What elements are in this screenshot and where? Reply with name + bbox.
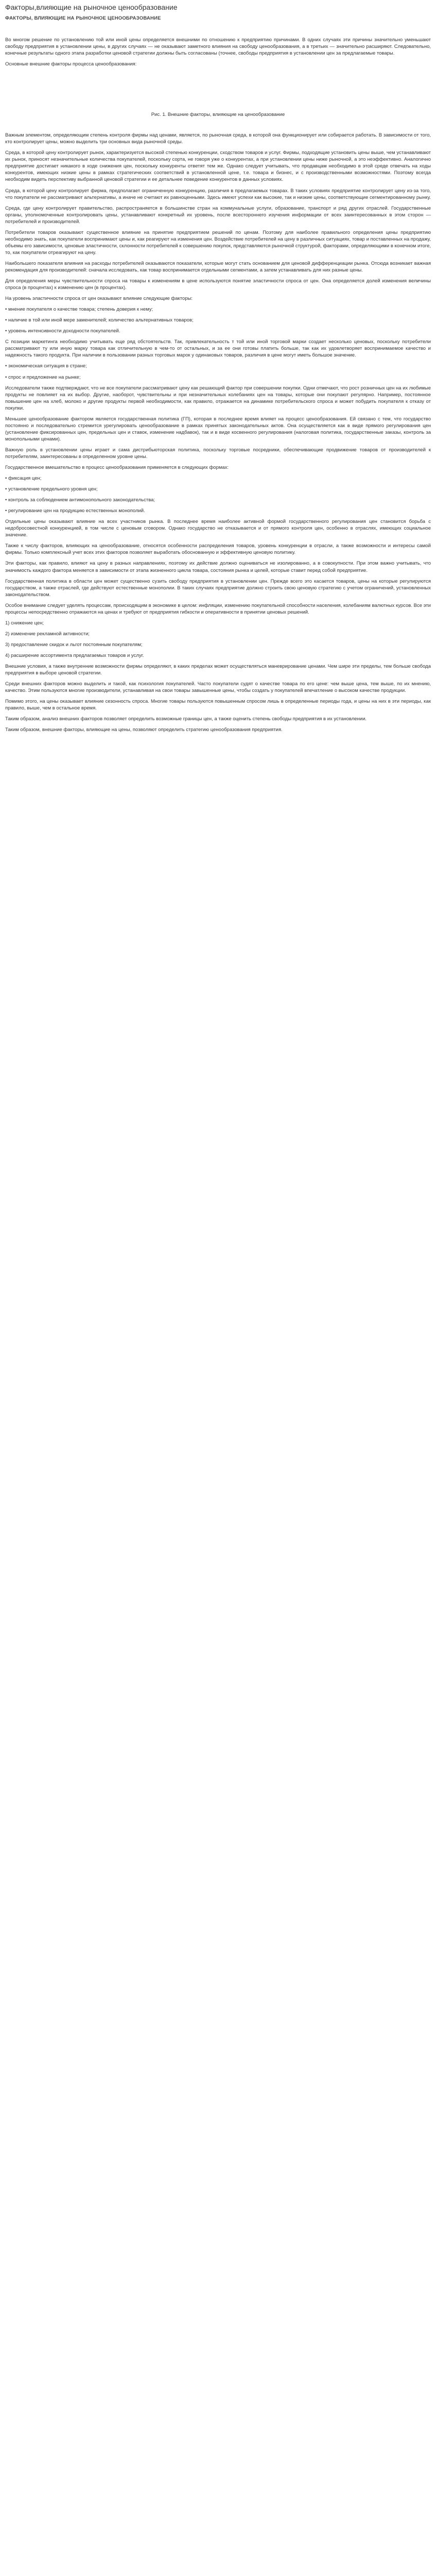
paragraph: Государственная политика в области цен может существенно сузить свободу предприятия в установлении цен. Прежде всего это касается товаров, цены на которые регулируются государством, а также отраслей, где действуют естественные монополии. В таких случаях предприятие должно строить свою ценовую стратегию с учетом ограничений, установленных законодательством.: [5, 578, 431, 598]
paragraph: Помимо этого, на цены оказывает влияние сезонность спроса. Многие товары пользуются повышенным спросом лишь в определенные периоды года, и цены на них в эти периоды, как правило, выше, чем в остальное время.: [5, 699, 431, 711]
list-item: 1) снижение цен;: [5, 620, 44, 626]
list-item: • уровень интенсивности доходности покупателей.: [5, 328, 120, 334]
paragraph: • фиксация цен;: [5, 476, 42, 482]
paragraph: • спрос и предложение на рынке;: [5, 374, 81, 380]
numbered-list: [5, 620, 431, 659]
list-item: 2) изменение рекламной активности;: [5, 631, 90, 637]
paragraph: Во многом решение по установлению той или иной цены определяется внешними по отношению к предприятию причинами. В одних случаях эти причины значительно уменьшают свободу предприятия в установлении цены, в других случаях — не оказывают заметного влияния на свободу ценообразования, а в третьих — значительно расширяют. Следовательно, конечные результаты одного этапа разработки ценовой стратегии должны быть согласованы (точнее, свободы предприятия в установлении цен за предлагаемые товары.: [5, 37, 431, 57]
paragraph: • контроль за соблюдением антимонопольного законодательства;: [5, 497, 155, 503]
list-item: • мнение покупателя о качестве товара; степень доверия к нему;: [5, 307, 153, 313]
paragraph: • установление предельного уровня цен;: [5, 486, 98, 493]
paragraph: Таким образом, анализ внешних факторов позволяет определить возможные границы цен, а также оценить степень свободы предприятия в их установлении.: [5, 716, 367, 722]
figure-placeholder: [5, 72, 431, 112]
paragraph: Для определения меры чувствительности спроса на товары к изменениям в цене используются понятие эластичности спроса от цен. Она определяется долей изменения величины спроса (в процентах) к изменению цен (в процентах).: [5, 278, 431, 291]
list-item: 3) предоставление скидок и льгот постоянным покупателям;: [5, 641, 143, 648]
paragraph: Основные внешние факторы процесса ценообразования:: [5, 61, 137, 67]
list-item: 4) расширение ассортимента предлагаемых товаров и услуг.: [5, 652, 144, 658]
paragraph: Важным элементом, определяющим степень контроля фирмы над ценами, является, по рыночная среда, в которой она функционирует или собирается работать. В зависимости от того, кто контролирует цены, можно выделить три основных вида рыночной среды.: [5, 132, 431, 145]
paragraph: Среда, в которой цену контролирует фирма, предполагает ограниченную конкуренцию, различия в предлагаемых товарах. В таких условиях предприятие контролирует цену из-за того, что покупатели не рассматривают альтернативы, а иначе не считают их равноценными. Здесь имеют успехи как высокие, так и низкие цены, соответствующие сегментированному рынку.: [5, 188, 431, 200]
paragraph: Исследователи также подтверждают, что не все покупатели рассматривают цену как решающий фактор при совершении покупки. Одни отмечают, что рост розничных цен на их любимые продукты не повлияет на их выбор. Другие, наоборот, чувствительны и при незначительных колебаниях цен на товары, которые они покупают регулярно. Например, постоянное повышение цен на хлеб, молоко и другие продукты первой необходимости, как правило, отражается на динамике потребительского спроса и может побудить покупателя к отказу от покупки.: [5, 385, 431, 411]
paragraph: Отдельные цены оказывают влияние на всех участников рынка. В последнее время наиболее активной формой государственного регулирования цен становится борьба с недобросовестной конкуренцией, в том числе с ценовым сговором. Однако государство не отказывается и от прямого контроля цен, особенно в отраслях, имеющих социальное значение.: [5, 519, 431, 538]
list-item: • наличие в той или иной мере заменителей; количество альтернативных товаров;: [5, 317, 194, 324]
paragraph: На уровень эластичности спроса от цен оказывают влияние следующие факторы:: [5, 296, 193, 302]
figure-caption: Рис. 1. Внешние факторы, влияющие на ценообразование: [151, 112, 285, 118]
paragraph: Меньшее ценообразование фактором является государственная политика (ГП), которая в последнее время влияет на процесс ценообразования. Ей связано с тем, что государство постоянно и последовательно стремится урегулировать ценообразование в рамках принятых законодательных актов. Она осуществляется как в виде прямого регулирования цен (установление фиксированных цен, предельных цен и ставок, изменение надбавок), так и в виде косвенного регулирования (налоговая политика, государственные заказы, контроль за монопольными ценами).: [5, 416, 431, 442]
paragraph: Наибольшего показателя влияния на расходы потребителей оказываются показатели, которые могут стать основанием для ценовой дифференциации рынка. Отсюда возникает важная рекомендация для производителей: сначала исследовать, как товар воспринимается отдельными сегментами, а затем устанавливать для них разные цены.: [5, 260, 431, 273]
paragraph: Среди внешних факторов можно выделить и такой, как психология покупателей. Часто покупатели судят о качестве товара по его цене: чем выше цена, тем выше, по их мнению, качество. Этим пользуются многие производители, устанавливая на свои товары завышенные цены, чтобы создать у покупателей впечатление о высоком качестве продукции.: [5, 681, 431, 694]
paragraph: Особое внимание следует уделять процессам, происходящим в экономике в целом: инфляции, изменению покупательной способности населения, колебаниям валютных курсов. Все эти процессы непосредственно отражаются на ценах и требуют от предприятия гибкости и оперативности в принятии ценовых решений.: [5, 602, 431, 615]
paragraph: Важную роль в установлении цены играет и сама дистрибьюторская политика, поскольку торговые посредники, обеспечивающие продвижение товаров от производителей к потребителям, заинтересованы в определенном уровне цены.: [5, 447, 431, 460]
paragraph: Эти факторы, как правило, влияют на цену в разных направлениях, поэтому их действие должно оцениваться не изолированно, а в совокупности. При этом важно учитывать, что значимость каждого фактора меняется в зависимости от этапа жизненного цикла товара, состояния рынка и целей, которые ставит перед собой предприятие.: [5, 561, 431, 573]
paragraph: Внешние условия, а также внутренние возможности фирмы определяют, в каких пределах может осуществляться маневрирование ценами. Чем шире эти пределы, тем больше свобода предприятия в выборе ценовой стратегии.: [5, 664, 431, 676]
elasticity-factor-list: [5, 306, 431, 334]
paragraph: • регулирование цен на продукцию естественных монополий.: [5, 508, 145, 514]
paragraph: Среда, где цену контролирует правительство, распространяется в большинстве стран на коммунальные услуги, образование, транспорт и ряд других отраслей. Государственные органы, уполномоченные контролировать цены, устанавливают конкретный их уровень, после всестороннего изучения информации от всех заинтересованных в этом сторон — потребителей и производителей.: [5, 205, 431, 225]
paragraph: Таким образом, внешние факторы, влияющие на цены, позволяют определить стратегию ценообразования предприятия.: [5, 727, 283, 733]
paragraph: Также к числу факторов, влияющих на ценообразование, относятся особенности распределения товаров, уровень конкуренции в отрасли, а также возможности и интересы самой фирмы. Только комплексный учет всех этих факторов позволяет выработать обоснованную и эффективную ценовую политику.: [5, 543, 431, 556]
article-subtitle: ФАКТОРЫ, ВЛИЯЮЩИЕ НА РЫНОЧНОЕ ЦЕНООБРАЗОВАНИЕ: [5, 15, 161, 21]
paragraph: Государственное вмешательство в процесс ценообразования применяется в следующих формах:: [5, 465, 229, 471]
paragraph: С позиции маркетинга необходимо учитывать еще ряд обстоятельств. Так, привлекательность т той или иной торговой марки создает несколько ценовых, поскольку потребители рассматривают ту или иную марку товара как отличительную в чем-то от остальных, и за ее они готовы платить больше, так как их удовлетворяет воспринимаемое качество и надежность такого продукта. При наличии в пользовании разных торговых марок у одинаковых товаров, различия в цене могут иметь большое значение.: [5, 339, 431, 359]
paragraph: • экономическая ситуация в стране;: [5, 363, 87, 369]
paragraph: Потребители товаров оказывают существенное влияние на принятие предприятием решений по ценам. Поэтому для наиболее правильного определения цены предприятию необходимо знать, как покупатели воспринимают цены и, как реагируют на изменения цен. Воздействие потребителей на цену в различных ситуациях, товар и поставленных на продажу, объемы его зависимости, ценовые эластичности, склонности потребителей к совершению покупок, представляются рыночной структурой, факторами, определяющими в конечном итоге, то, как покупатели отреагируют на цену.: [5, 229, 431, 256]
paragraph: Среда, в которой цену контролирует рынок, характеризуется высокой степенью конкуренции, сходством товаров и услуг. Фирмы, подходящие установить цены выше, чем устанавливают их рынок, приносят незначительные количества покупателей, поскольку сорта, не говоря уже о конкурентах, а при установлении цены ниже рыночной, а это неэффективно. Аналогично предприятие достигает никакого в ходе снижения цен, поскольку конкуренты ответят тем же. Однако следует учитывать, что продавцам необходимо в этой среде отвечать на ходы конкурентов, имеющих низкие цены в рамках стратегических соответствий в установленной цене, т.е. товара и бизнес, и с производственными возможностями. Поэтому всегда необходим видеть перспективу выбранной ценовой стратегии и ее детальнее поведение конкурентов в данных условиях.: [5, 150, 431, 183]
article: [0, 0, 436, 742]
page-title: Факторы,влияющие на рыночное ценообразование: [5, 3, 178, 11]
